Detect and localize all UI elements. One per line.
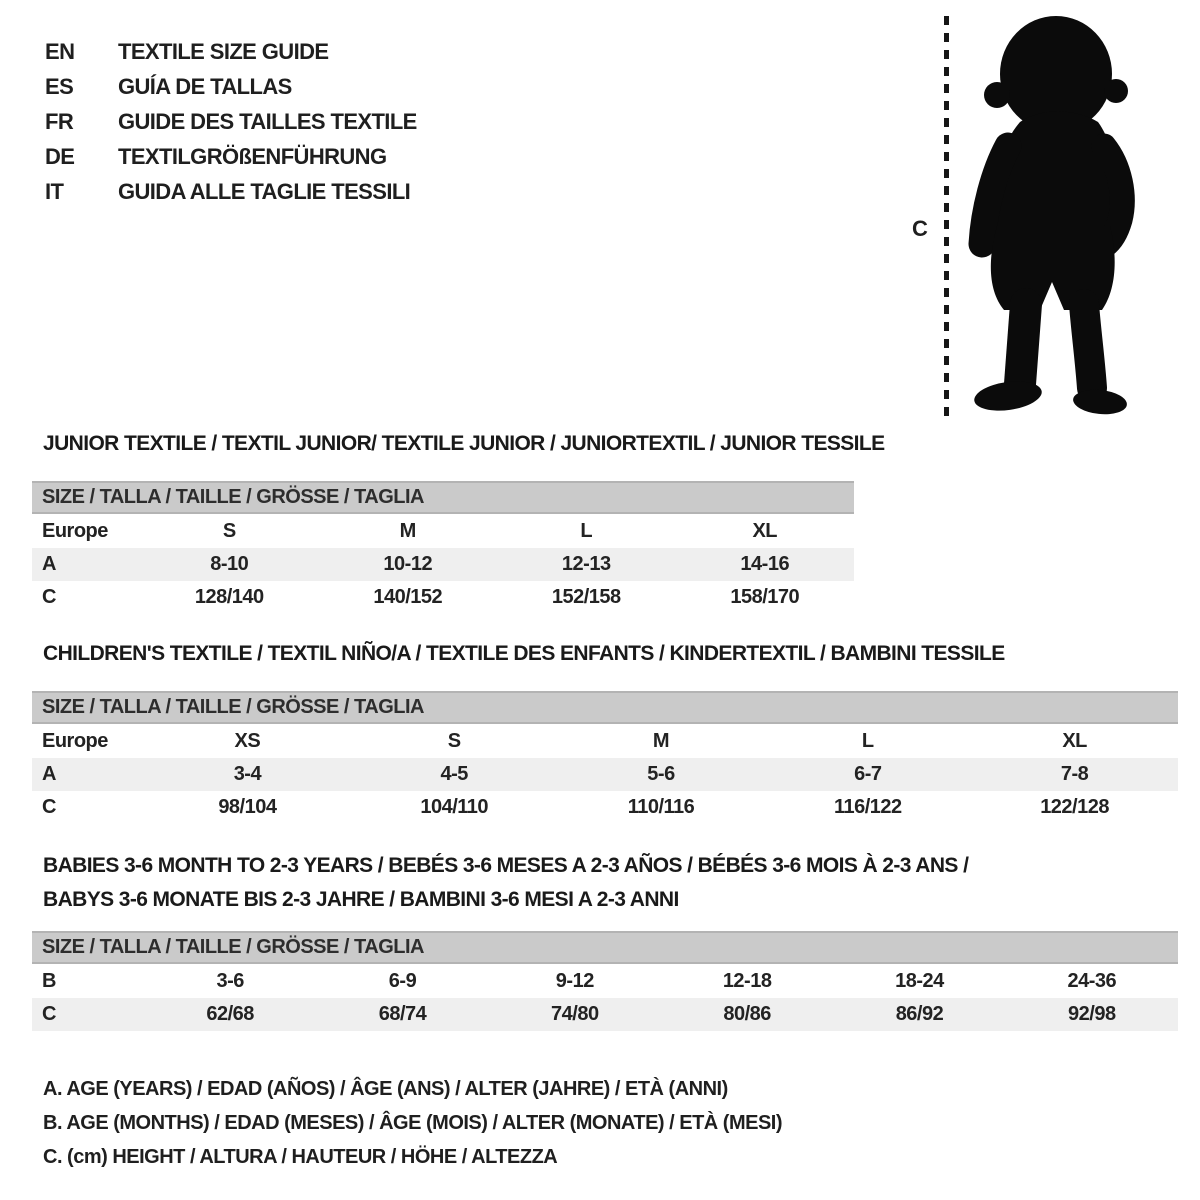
size-header-bar: SIZE / TALLA / TAILLE / GRÖSSE / TAGLIA	[32, 931, 1178, 964]
age-cell: 3-4	[233, 763, 262, 785]
age-cell: 6-9	[388, 970, 417, 992]
language-code: FR	[45, 109, 74, 134]
language-code: IT	[45, 179, 64, 204]
height-cell: 158/170	[730, 586, 800, 608]
height-cell: 92/98	[1068, 1003, 1116, 1025]
table-row	[32, 965, 1178, 998]
language-code: DE	[45, 144, 75, 169]
size-header-bar: SIZE / TALLA / TAILLE / GRÖSSE / TAGLIA	[32, 691, 1178, 724]
height-cell: 116/122	[833, 796, 902, 818]
junior-size-table	[32, 481, 854, 614]
size-cell: XS	[234, 730, 261, 752]
row-label: B	[42, 970, 56, 992]
height-cell: 104/110	[420, 796, 489, 818]
size-cell: S	[447, 730, 461, 752]
height-cell: 68/74	[378, 1003, 427, 1025]
measurement-legend	[43, 1072, 782, 1174]
height-cell: 98/104	[218, 796, 277, 818]
table-row	[32, 548, 854, 581]
age-cell: 3-6	[216, 970, 244, 992]
babies-heading-line2: BABYS 3-6 MONATE BIS 2-3 JAHRE / BAMBINI 3-6 MESI A 2-3 ANNI	[43, 888, 679, 911]
age-cell: 10-12	[383, 553, 433, 575]
height-cell: 80/86	[723, 1003, 771, 1025]
height-cell: 122/128	[1040, 796, 1109, 818]
age-cell: 9-12	[555, 970, 594, 992]
row-label: A	[42, 553, 56, 575]
age-cell: 12-18	[722, 970, 772, 992]
size-cell: L	[580, 520, 593, 542]
size-cell: M	[652, 730, 670, 752]
guide-title: TEXTILE SIZE GUIDE	[118, 39, 329, 64]
guide-title: TEXTILGRÖßENFÜHRUNG	[118, 144, 387, 169]
row-label: C	[42, 796, 56, 818]
size-cell: XL	[1062, 730, 1087, 752]
height-cell: 128/140	[194, 586, 264, 608]
size-cell: M	[399, 520, 416, 542]
legend-line-a: A. AGE (YEARS) / EDAD (AÑOS) / ÂGE (ANS) / ALTER (JAHRE) / ETÀ (ANNI)	[43, 1078, 728, 1100]
language-row	[45, 104, 417, 139]
guide-title: GUIDE DES TAILLES TEXTILE	[118, 109, 417, 134]
table-row	[32, 515, 854, 548]
height-cell: 74/80	[551, 1003, 599, 1025]
table-row	[32, 758, 1178, 791]
row-label: C	[42, 586, 56, 608]
babies-section-heading	[43, 849, 968, 917]
height-cell: 62/68	[206, 1003, 254, 1025]
age-cell: 12-13	[561, 553, 611, 575]
children-section-heading: CHILDREN'S TEXTILE / TEXTIL NIÑO/A / TEXTILE DES ENFANTS / KINDERTEXTIL / BAMBINI TESSILE	[43, 642, 1005, 665]
size-header-bar: SIZE / TALLA / TAILLE / GRÖSSE / TAGLIA	[32, 481, 854, 514]
age-cell: 24-36	[1067, 970, 1117, 992]
age-cell: 5-6	[647, 763, 675, 785]
row-label: A	[42, 763, 56, 785]
age-cell: 7-8	[1060, 763, 1089, 785]
row-label: Europe	[42, 520, 108, 542]
guide-title: GUIDA ALLE TAGLIE TESSILI	[118, 179, 411, 204]
height-measure-dashed-line	[944, 16, 949, 416]
language-code: EN	[45, 39, 75, 64]
babies-heading-line1: BABIES 3-6 MONTH TO 2-3 YEARS / BEBÉS 3-6 MESES A 2-3 AÑOS / BÉBÉS 3-6 MOIS À 2-3 ANS /	[43, 854, 969, 877]
height-cell: 140/152	[373, 586, 443, 608]
table-row	[32, 998, 1178, 1031]
legend-line-b: B. AGE (MONTHS) / EDAD (MESES) / ÂGE (MOIS) / ALTER (MONATE) / ETÀ (MESI)	[43, 1112, 783, 1134]
children-size-table	[32, 691, 1178, 824]
table-row	[32, 725, 1178, 758]
language-row	[45, 174, 417, 209]
height-cell: 152/158	[551, 586, 621, 608]
height-cell: 110/116	[627, 796, 695, 818]
height-measure-label: C	[912, 216, 928, 241]
age-cell: 8-10	[210, 553, 249, 575]
age-cell: 14-16	[740, 553, 790, 575]
language-code: ES	[45, 74, 74, 99]
age-cell: 18-24	[895, 970, 944, 992]
size-cell: L	[861, 730, 874, 752]
toddler-silhouette-icon	[963, 12, 1151, 420]
language-row	[45, 139, 417, 174]
row-label: Europe	[42, 730, 108, 752]
language-title-block	[45, 34, 417, 209]
age-cell: 4-5	[440, 763, 468, 785]
language-row	[45, 69, 417, 104]
legend-line-c: C. (cm) HEIGHT / ALTURA / HAUTEUR / HÖHE / ALTEZZA	[43, 1146, 558, 1168]
table-row	[32, 581, 854, 614]
age-cell: 6-7	[854, 763, 882, 785]
babies-size-table	[32, 931, 1178, 1031]
table-row	[32, 791, 1178, 824]
size-cell: XL	[752, 520, 778, 542]
junior-section-heading: JUNIOR TEXTILE / TEXTIL JUNIOR/ TEXTILE JUNIOR / JUNIORTEXTIL / JUNIOR TESSILE	[43, 432, 885, 455]
language-row	[45, 34, 417, 69]
guide-title: GUÍA DE TALLAS	[118, 74, 292, 99]
row-label: C	[42, 1003, 56, 1025]
height-cell: 86/92	[895, 1003, 944, 1025]
size-cell: S	[222, 520, 236, 542]
